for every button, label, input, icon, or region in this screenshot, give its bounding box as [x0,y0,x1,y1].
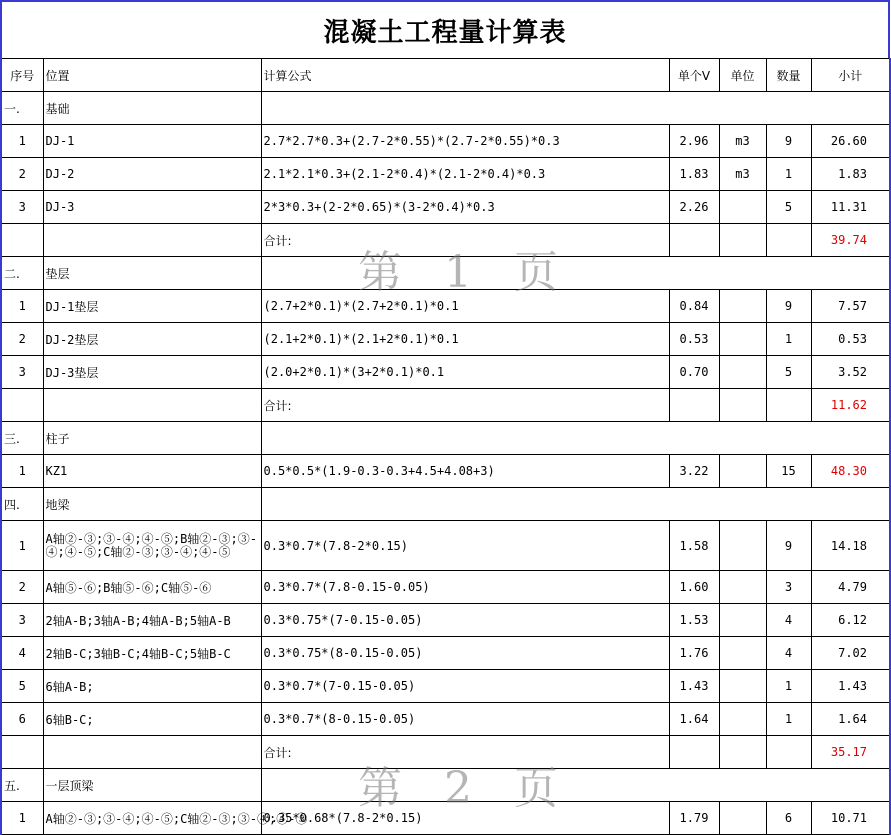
total-row [1,389,890,422]
section-name-cell[interactable]: 地梁 [43,488,261,521]
total-empty-cell[interactable] [43,224,261,257]
table-row [1,158,890,191]
row-index-cell[interactable]: 3 [1,604,43,637]
row-subtotal-cell[interactable]: 26.60 [811,125,890,158]
total-empty-cell[interactable] [719,736,766,769]
row-subtotal-cell[interactable]: 1.64 [811,703,890,736]
row-formula-cell[interactable]: 0.35*0.68*(7.8-2*0.15) [261,802,669,835]
table-row [1,455,890,488]
row-index-cell[interactable]: 4 [1,637,43,670]
row-quantity-cell[interactable]: 15 [766,455,811,488]
row-position-cell[interactable]: DJ-3 [43,191,261,224]
header-cell-subtotal[interactable]: 小计 [811,59,890,92]
row-index-cell[interactable]: 2 [1,323,43,356]
total-value-cell[interactable]: 39.74 [811,224,890,257]
total-empty-cell[interactable] [1,736,43,769]
row-subtotal-cell[interactable]: 7.57 [811,290,890,323]
row-formula-cell[interactable]: 0.3*0.7*(7-0.15-0.05) [261,670,669,703]
row-position-cell[interactable]: 6轴B-C; [43,703,261,736]
row-quantity-cell[interactable]: 5 [766,191,811,224]
row-formula-cell[interactable]: 2*3*0.3+(2-2*0.65)*(3-2*0.4)*0.3 [261,191,669,224]
row-formula-cell[interactable]: 0.3*0.7*(7.8-0.15-0.05) [261,571,669,604]
row-quantity-cell[interactable]: 9 [766,125,811,158]
row-volume-cell[interactable]: 1.64 [669,703,719,736]
total-empty-cell[interactable] [719,224,766,257]
row-subtotal-cell[interactable]: 11.31 [811,191,890,224]
section-row [1,769,890,802]
row-unit-cell[interactable] [719,604,766,637]
row-formula-cell[interactable]: (2.1+2*0.1)*(2.1+2*0.1)*0.1 [261,323,669,356]
row-volume-cell[interactable]: 2.96 [669,125,719,158]
row-subtotal-cell[interactable]: 1.43 [811,670,890,703]
table-row [1,125,890,158]
page-watermark-1: 第 1 页 [358,247,572,298]
sheet-title: 混凝土工程量计算表 [323,17,567,48]
row-index-cell[interactable]: 1 [1,290,43,323]
row-volume-cell[interactable]: 2.26 [669,191,719,224]
total-empty-cell[interactable] [1,389,43,422]
row-index-cell[interactable]: 6 [1,703,43,736]
row-unit-cell[interactable] [719,802,766,835]
row-subtotal-cell[interactable]: 6.12 [811,604,890,637]
section-number-cell[interactable]: 四. [1,488,43,521]
calc-table [0,58,891,835]
row-index-cell[interactable]: 3 [1,356,43,389]
row-position-cell[interactable]: 2轴A-B;3轴A-B;4轴A-B;5轴A-B [43,604,261,637]
row-unit-cell[interactable]: m3 [719,158,766,191]
section-empty-cell[interactable] [261,422,890,455]
row-subtotal-cell[interactable]: 14.18 [811,521,890,571]
row-formula-cell[interactable]: 0.3*0.75*(8-0.15-0.05) [261,637,669,670]
row-formula-cell[interactable]: 0.3*0.75*(7-0.15-0.05) [261,604,669,637]
table-row [1,191,890,224]
table-row [1,356,890,389]
row-subtotal-cell[interactable]: 4.79 [811,571,890,604]
table-body [1,59,890,835]
row-quantity-cell[interactable]: 4 [766,637,811,670]
table-row [1,670,890,703]
row-formula-cell[interactable]: 0.5*0.5*(1.9-0.3-0.3+4.5+4.08+3) [261,455,669,488]
section-number-cell[interactable]: 三. [1,422,43,455]
total-label-cell[interactable]: 合计: [261,224,669,257]
row-volume-cell[interactable]: 1.53 [669,604,719,637]
row-quantity-cell[interactable]: 1 [766,323,811,356]
row-quantity-cell[interactable]: 1 [766,158,811,191]
section-row [1,422,890,455]
row-index-cell[interactable]: 1 [1,521,43,571]
row-index-cell[interactable]: 2 [1,158,43,191]
row-position-cell[interactable]: 6轴A-B; [43,670,261,703]
section-empty-cell[interactable] [261,257,890,290]
header-cell-index[interactable]: 序号 [1,59,43,92]
row-index-cell[interactable]: 1 [1,455,43,488]
row-position-cell[interactable]: DJ-1垫层 [43,290,261,323]
row-unit-cell[interactable] [719,670,766,703]
sheet-title-cell[interactable] [0,0,890,58]
row-subtotal-cell[interactable]: 7.02 [811,637,890,670]
total-empty-cell[interactable] [719,389,766,422]
section-name-cell[interactable]: 垫层 [43,257,261,290]
row-quantity-cell[interactable]: 5 [766,356,811,389]
row-unit-cell[interactable] [719,356,766,389]
table-row [1,290,890,323]
row-position-cell[interactable]: DJ-3垫层 [43,356,261,389]
row-quantity-cell[interactable]: 9 [766,521,811,571]
table-row [1,703,890,736]
header-cell-position[interactable]: 位置 [43,59,261,92]
row-quantity-cell[interactable]: 4 [766,604,811,637]
row-subtotal-cell[interactable]: 3.52 [811,356,890,389]
row-index-cell[interactable]: 5 [1,670,43,703]
header-cell-unit-volume[interactable]: 单个V [669,59,719,92]
header-cell-unit[interactable]: 单位 [719,59,766,92]
section-row [1,257,890,290]
row-position-cell[interactable]: DJ-2 [43,158,261,191]
row-position-cell[interactable]: DJ-1 [43,125,261,158]
row-subtotal-cell[interactable]: 0.53 [811,323,890,356]
row-position-cell[interactable]: A轴⑤-⑥;B轴⑤-⑥;C轴⑤-⑥ [43,571,261,604]
total-empty-cell[interactable] [43,736,261,769]
total-row [1,224,890,257]
row-volume-cell[interactable]: 1.60 [669,571,719,604]
section-empty-cell[interactable] [261,92,890,125]
row-unit-cell[interactable] [719,571,766,604]
row-position-cell[interactable]: A轴②-③;③-④;④-⑤;C轴②-③;③-④;④-⑤ [43,802,261,835]
row-subtotal-cell[interactable]: 1.83 [811,158,890,191]
row-formula-cell[interactable]: (2.0+2*0.1)*(3+2*0.1)*0.1 [261,356,669,389]
total-empty-cell[interactable] [669,736,719,769]
table-row [1,323,890,356]
row-unit-cell[interactable] [719,521,766,571]
total-empty-cell[interactable] [766,224,811,257]
row-volume-cell[interactable]: 3.22 [669,455,719,488]
row-volume-cell[interactable]: 0.84 [669,290,719,323]
row-formula-cell[interactable]: (2.7+2*0.1)*(2.7+2*0.1)*0.1 [261,290,669,323]
section-number-cell[interactable]: 五. [1,769,43,802]
row-unit-cell[interactable] [719,323,766,356]
table-row [1,802,890,835]
row-volume-cell[interactable]: 0.53 [669,323,719,356]
header-cell-quantity[interactable]: 数量 [766,59,811,92]
row-volume-cell[interactable]: 1.58 [669,521,719,571]
section-number-cell[interactable]: 一. [1,92,43,125]
row-unit-cell[interactable] [719,290,766,323]
total-row [1,736,890,769]
header-cell-formula[interactable]: 计算公式 [261,59,669,92]
row-unit-cell[interactable] [719,455,766,488]
row-formula-cell[interactable]: 0.3*0.7*(7.8-2*0.15) [261,521,669,571]
row-formula-cell[interactable]: 2.1*2.1*0.3+(2.1-2*0.4)*(2.1-2*0.4)*0.3 [261,158,669,191]
section-number-cell[interactable]: 二. [1,257,43,290]
section-name-cell[interactable]: 柱子 [43,422,261,455]
row-volume-cell[interactable]: 1.43 [669,670,719,703]
table-row [1,521,890,571]
section-empty-cell[interactable] [261,769,890,802]
row-formula-cell[interactable]: 2.7*2.7*0.3+(2.7-2*0.55)*(2.7-2*0.55)*0.3 [261,125,669,158]
table-row [1,604,890,637]
total-empty-cell[interactable] [669,224,719,257]
total-value-cell[interactable]: 11.62 [811,389,890,422]
row-quantity-cell[interactable]: 1 [766,703,811,736]
row-volume-cell[interactable]: 0.70 [669,356,719,389]
section-name-cell[interactable]: 基础 [43,92,261,125]
row-position-cell[interactable]: KZ1 [43,455,261,488]
row-quantity-cell[interactable]: 3 [766,571,811,604]
page-watermark-2: 第 2 页 [358,763,572,814]
total-empty-cell[interactable] [43,389,261,422]
row-unit-cell[interactable]: m3 [719,125,766,158]
section-name-cell[interactable]: 一层顶梁 [43,769,261,802]
total-value-cell[interactable]: 35.17 [811,736,890,769]
row-volume-cell[interactable]: 1.83 [669,158,719,191]
total-empty-cell[interactable] [669,389,719,422]
total-empty-cell[interactable] [1,224,43,257]
row-volume-cell[interactable]: 1.79 [669,802,719,835]
row-unit-cell[interactable] [719,191,766,224]
row-quantity-cell[interactable]: 6 [766,802,811,835]
row-unit-cell[interactable] [719,637,766,670]
table-row [1,571,890,604]
row-position-cell[interactable]: DJ-2垫层 [43,323,261,356]
row-quantity-cell[interactable]: 1 [766,670,811,703]
row-index-cell[interactable]: 2 [1,571,43,604]
row-index-cell[interactable]: 1 [1,802,43,835]
table-row [1,637,890,670]
total-label-cell[interactable]: 合计: [261,389,669,422]
row-volume-cell[interactable]: 1.76 [669,637,719,670]
row-unit-cell[interactable] [719,703,766,736]
total-label-cell[interactable]: 合计: [261,736,669,769]
total-empty-cell[interactable] [766,389,811,422]
row-index-cell[interactable]: 3 [1,191,43,224]
row-quantity-cell[interactable]: 9 [766,290,811,323]
total-empty-cell[interactable] [766,736,811,769]
row-subtotal-cell[interactable]: 48.30 [811,455,890,488]
header-row [1,59,890,92]
row-position-cell[interactable]: A轴②-③;③-④;④-⑤;B轴②-③;③-④;④-⑤;C轴②-③;③-④;④-⑤ [43,521,261,571]
section-empty-cell[interactable] [261,488,890,521]
row-subtotal-cell[interactable]: 10.71 [811,802,890,835]
row-position-cell[interactable]: 2轴B-C;3轴B-C;4轴B-C;5轴B-C [43,637,261,670]
section-row [1,92,890,125]
row-formula-cell[interactable]: 0.3*0.7*(8-0.15-0.05) [261,703,669,736]
row-index-cell[interactable]: 1 [1,125,43,158]
section-row [1,488,890,521]
